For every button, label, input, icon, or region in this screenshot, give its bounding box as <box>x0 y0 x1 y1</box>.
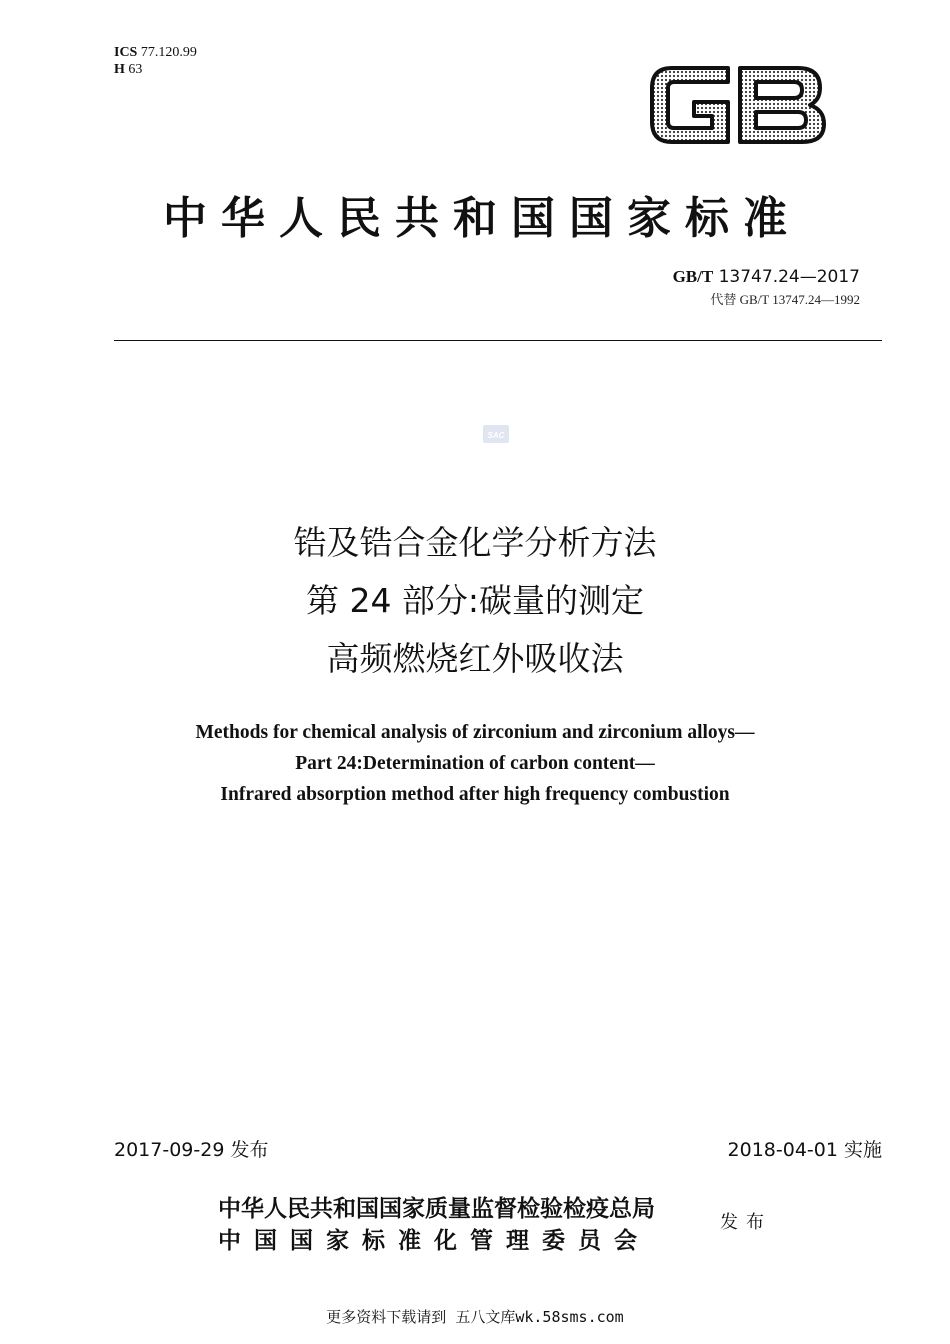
publish-label: 发布 <box>720 1212 772 1233</box>
svg-text:SAC: SAC <box>487 431 505 440</box>
footer-link[interactable]: 更多资料下载请到 五八文库wk.58sms.com <box>326 1308 624 1326</box>
english-title-line-1: Methods for chemical analysis of zirconium and zirconium alloys— <box>195 722 755 743</box>
english-title-line-3: Infrared absorption method after high frequency combustion <box>220 784 730 805</box>
ccs-value: 63 <box>128 62 143 77</box>
classification-codes <box>114 44 197 78</box>
gb-logo-icon <box>648 58 830 152</box>
ccs-label: H <box>114 62 125 77</box>
implementation-date: 2018-04-01 实施 <box>727 1139 882 1161</box>
ics-value: 77.120.99 <box>140 45 197 60</box>
sac-watermark-icon <box>482 424 510 444</box>
standard-prefix: GB/T <box>672 267 714 286</box>
header-divider <box>114 340 882 341</box>
national-standard-title: 中华人民共和国国家标准 <box>163 193 801 244</box>
issuer-line-2: 中国国家标准化管理委员会 <box>218 1227 650 1254</box>
ics-label: ICS <box>114 45 138 60</box>
chinese-title-line-1: 锆及锆合金化学分析方法 <box>293 523 657 562</box>
standard-code: 13747.24—2017 <box>718 267 860 287</box>
chinese-title-line-3: 高频燃烧红外吸收法 <box>326 639 624 678</box>
issuer-line-1: 中华人民共和国国家质量监督检验检疫总局 <box>218 1195 655 1222</box>
issue-date: 2017-09-29 发布 <box>114 1139 269 1161</box>
chinese-title-line-2: 第 24 部分:碳量的测定 <box>305 581 645 620</box>
english-title-line-2: Part 24:Determination of carbon content— <box>295 753 655 774</box>
replaces-note: 代替 GB/T 13747.24—1992 <box>710 292 860 307</box>
standard-number <box>673 267 860 287</box>
